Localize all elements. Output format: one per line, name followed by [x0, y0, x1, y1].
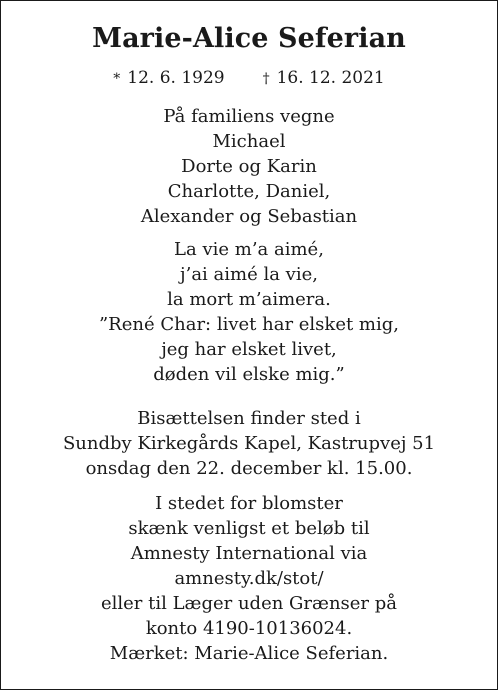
family-line: Michael — [212, 131, 286, 152]
family-block — [1, 104, 497, 229]
life-dates — [1, 68, 497, 88]
quote-block — [1, 237, 497, 387]
quote-line: j’ai aimé la vie, — [180, 264, 318, 285]
donation-block — [1, 491, 497, 666]
death-date: 16. 12. 2021 — [276, 68, 385, 88]
donation-line: eller til Læger uden Grænser på — [100, 593, 398, 614]
star-icon: * — [113, 71, 121, 87]
death-date-group — [263, 68, 385, 88]
quote-line: ”René Char: livet har elsket mig, — [98, 314, 400, 335]
donation-line: Amnesty International via — [130, 543, 368, 564]
family-line: Alexander og Sebastian — [140, 206, 358, 227]
deceased-name: Marie-Alice Seferian — [92, 23, 406, 54]
quote-line: døden vil elske mig.” — [153, 364, 345, 385]
family-line: På familiens vegne — [163, 106, 335, 127]
funeral-line: Bisættelsen finder sted i — [137, 408, 361, 429]
quote-line: La vie m’a aimé, — [174, 239, 324, 260]
donation-line: I stedet for blomster — [155, 493, 343, 514]
family-line: Dorte og Karin — [181, 156, 317, 177]
quote-line: la mort m’aimera. — [167, 289, 331, 310]
birth-date-group — [113, 68, 224, 88]
donation-account: konto 4190-10136024. — [145, 618, 353, 639]
cross-icon: † — [262, 71, 270, 87]
quote-line: jeg har elsket livet, — [161, 339, 337, 360]
funeral-line: onsdag den 22. december kl. 15.00. — [85, 458, 413, 479]
funeral-block — [1, 406, 497, 481]
donation-line: Mærket: Marie-Alice Seferian. — [109, 643, 389, 664]
donation-line: skænk venligst et beløb til — [128, 518, 370, 539]
family-line: Charlotte, Daniel, — [167, 181, 331, 202]
funeral-line: Sundby Kirkegårds Kapel, Kastrupvej 51 — [62, 433, 436, 454]
donation-url: amnesty.dk/stot/ — [174, 568, 324, 589]
birth-date: 12. 6. 1929 — [127, 68, 225, 88]
